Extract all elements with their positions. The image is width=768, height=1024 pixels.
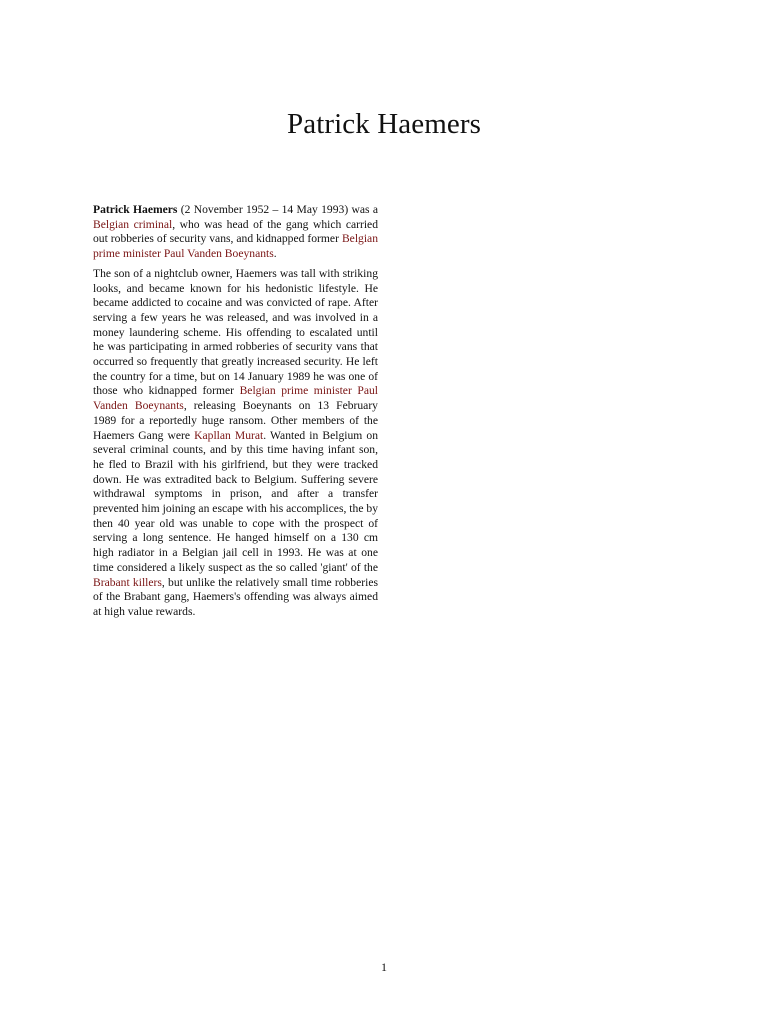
intro-text: , who was head of the gang which carried out robberies of security vans, and kidnapped former: [93, 217, 378, 246]
page-title: Patrick Haemers: [287, 108, 481, 140]
link-brabant-killers[interactable]: Brabant killers: [93, 575, 162, 589]
link-belgian-prime-minister[interactable]: Belgian prime minister Paul Vanden Boeynants: [93, 384, 378, 413]
biography-text: , but unlike the relatively small time robberies of the Brabant gang, Haemers's offending was always aimed at high value rewards.: [93, 575, 378, 618]
intro-paragraph: [93, 203, 378, 262]
intro-text: .: [273, 247, 277, 261]
intro-text: (2 November 1952 – 14 May 1993) was a: [177, 203, 378, 216]
link-belgian-prime-minister[interactable]: Belgian prime minister Paul Vanden Boeynants: [93, 232, 378, 261]
biography-paragraph: [93, 267, 378, 620]
link-kapllan-murat[interactable]: Kapllan Murat: [194, 428, 264, 442]
biography-text: , releasing Boeynants on 13 February 1989 for a reportedly huge ransom. Other members of the Haemers Gang were: [93, 399, 378, 442]
biography-text: . Wanted in Belgium on several criminal counts, and by this time having infant son, he fled to Brazil with his girlfriend, but they were tracked down. He was extradited back to Belgium. Suffering severe withdrawal symptoms in prison, and after a transfer prevented him joining an escape with his accomplices, the by then 40 year old was unable to cope with the prospect of serving a long sentence. He hanged himself on a 130 cm high radiator in a Belgian jail cell in 1993. He was at one time considered a likely suspect as the so called 'giant' of the: [93, 428, 378, 574]
link-belgian-criminal[interactable]: Belgian criminal: [93, 217, 173, 231]
subject-name: Patrick Haemers: [93, 203, 178, 216]
biography-text: The son of a nightclub owner, Haemers was tall with striking looks, and became known for his hedonistic lifestyle. He became addicted to cocaine and was convicted of rape. After serving a few years he was released, and was involved in a money laundering scheme. His offending to escalated until he was participating in armed robberies of security vans that occurred so frequently that greatly increased security. He left the country for a time, but on 14 January 1989 he was one of those who kidnapped former: [93, 266, 378, 398]
page-number: 1: [381, 960, 387, 974]
article-body: [93, 203, 378, 625]
